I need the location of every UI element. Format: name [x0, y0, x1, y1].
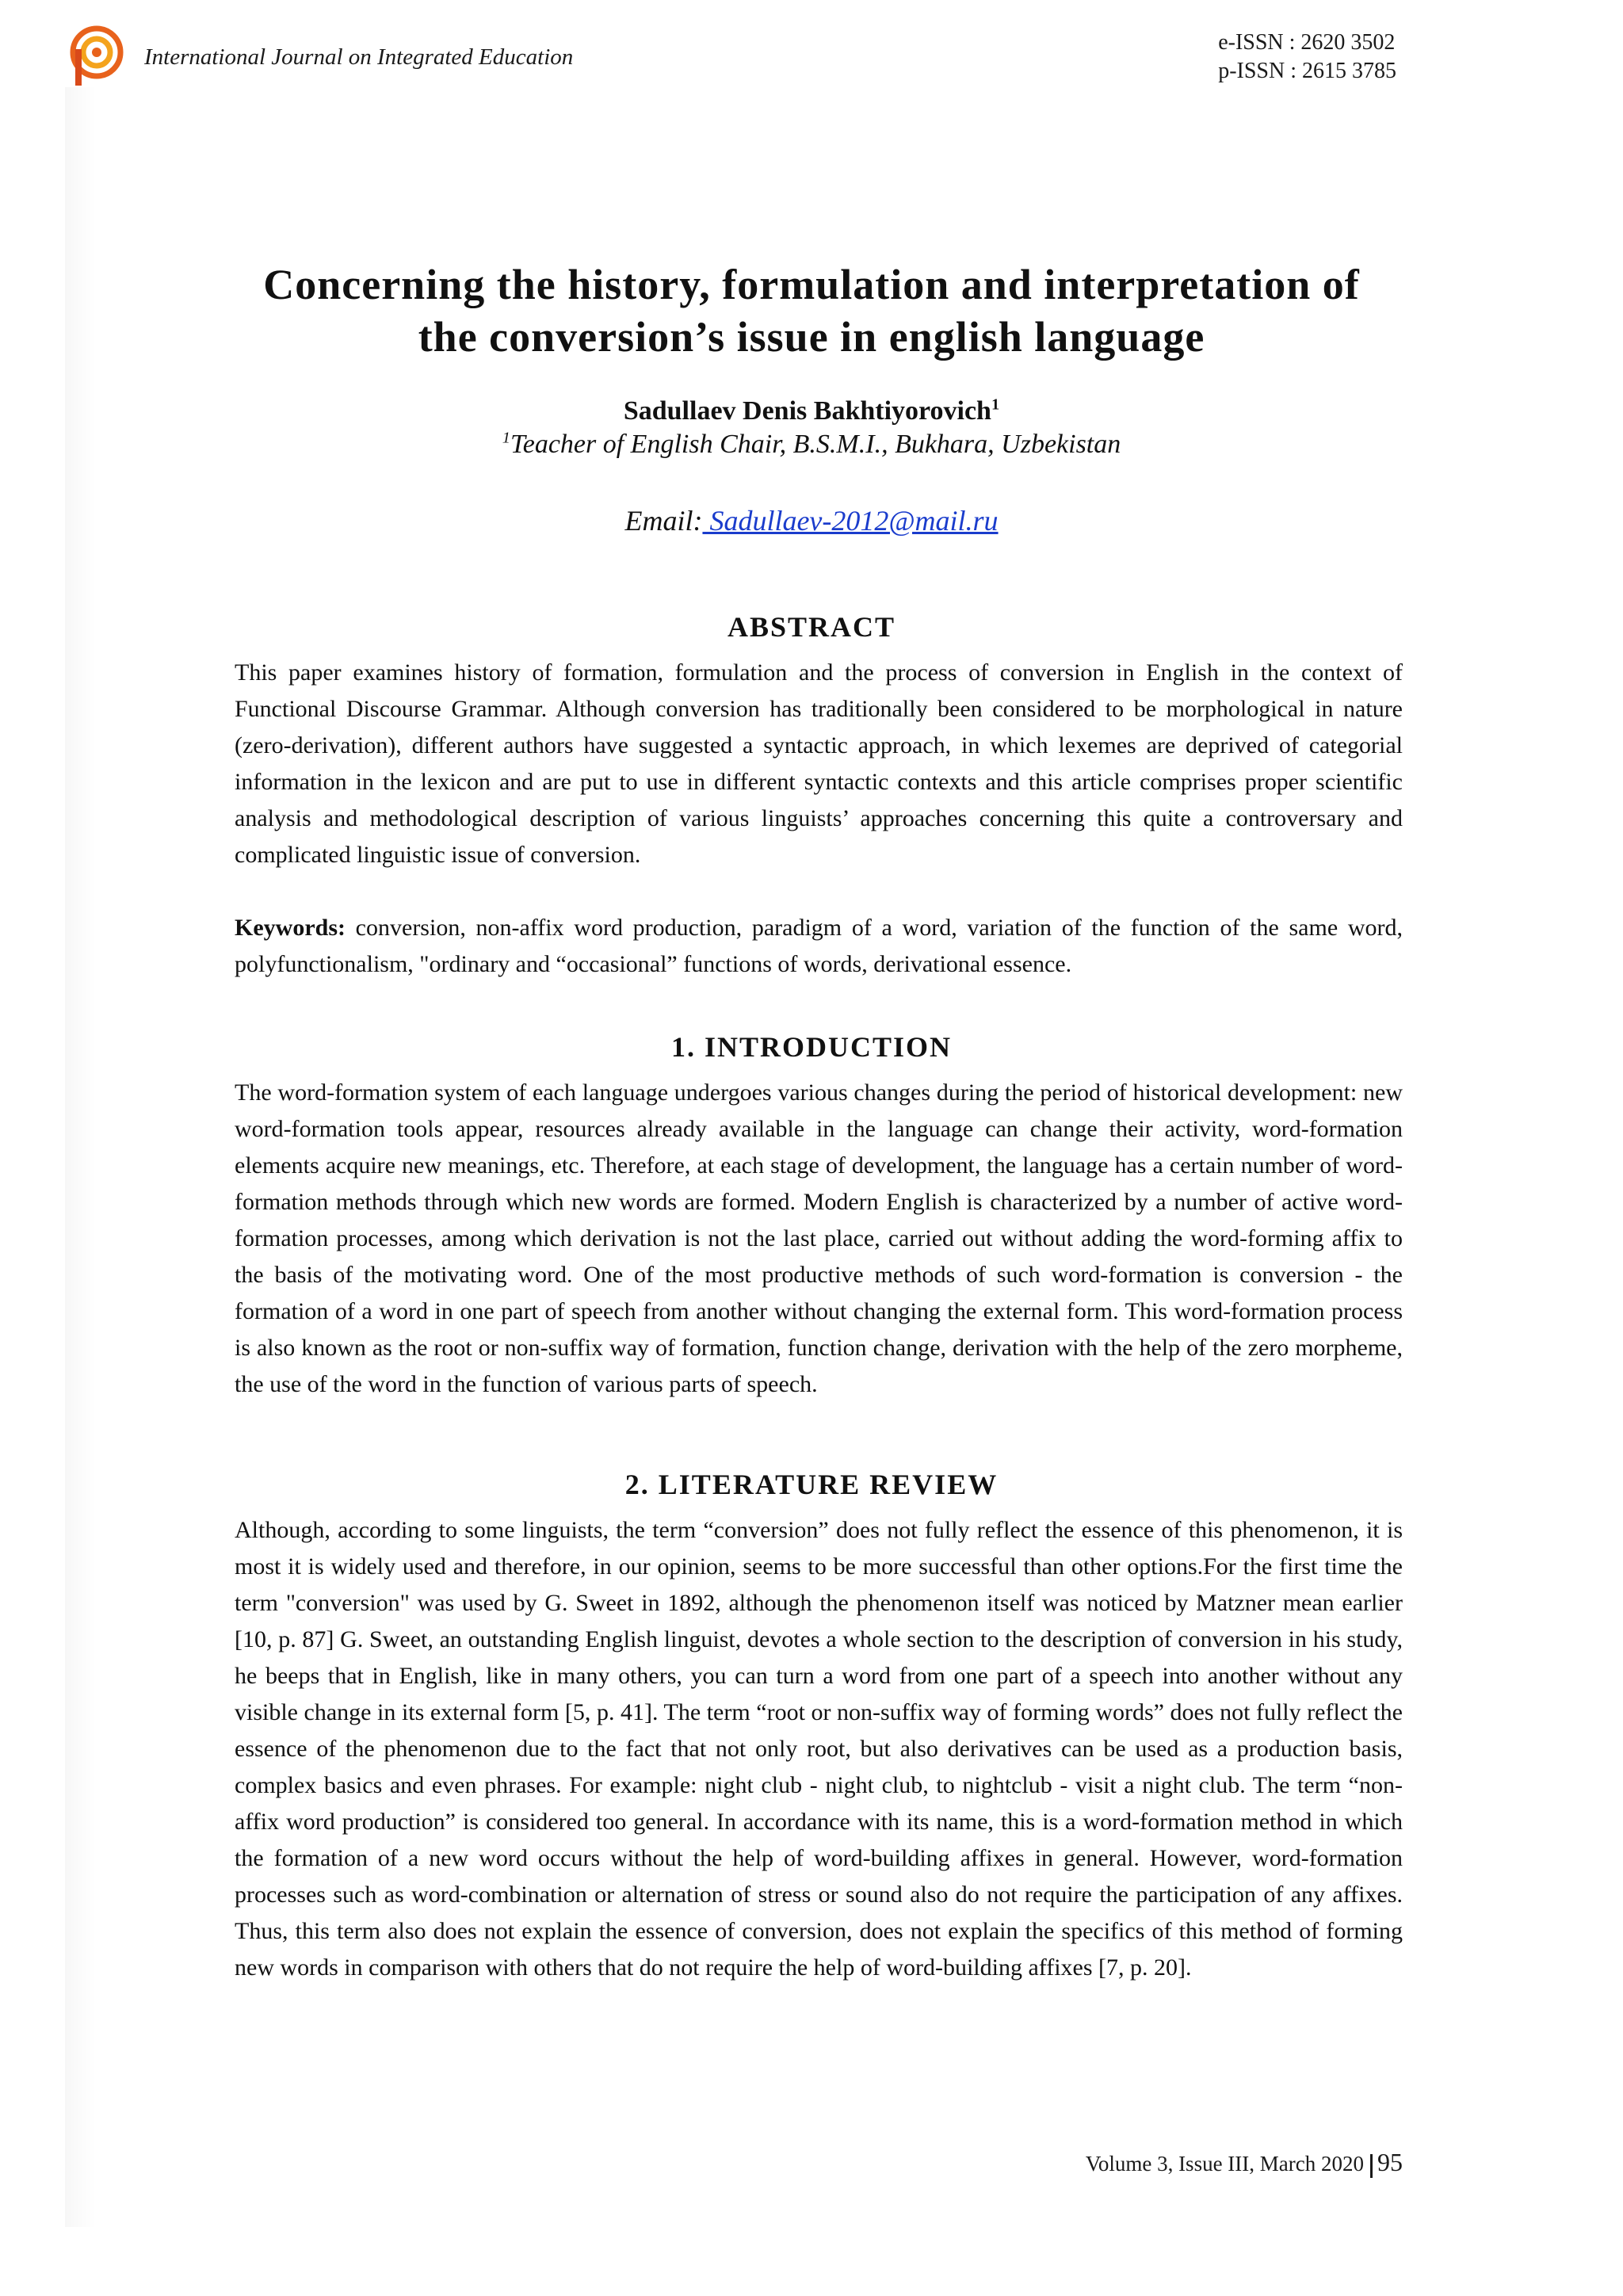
- footer-separator: [1370, 2154, 1373, 2178]
- email-line: [0, 504, 1623, 537]
- abstract-heading: ABSTRACT: [727, 611, 896, 643]
- abstract-text: This paper examines history of formation, formulation and the process of conversion in English in the context of Functional Discourse Grammar. Although conversion has traditionally been considered to be morphological in nature (zero-derivation), different authors have suggested a syntactic approach, in which lexemes are deprived of categorial information in the lexicon and are put to use in different syntactic contexts and this article comprises proper scientific analysis and methodological description of various linguists’ approaches concerning this quite a controversary and complicated linguistic issue of conversion.: [235, 659, 1403, 868]
- page-number: 95: [1377, 2148, 1403, 2176]
- issn-block: [1218, 29, 1396, 86]
- footer-volume: Volume 3, Issue III, March 2020: [1085, 2152, 1364, 2176]
- journal-name: International Journal on Integrated Education: [144, 44, 574, 70]
- paper-title: [158, 258, 1465, 363]
- author-name-line: [0, 396, 1623, 426]
- literature-review-text: Although, according to some linguists, the term “conversion” does not fully reflect the essence of this phenomenon, it is most it is widely used and therefore, in our opinion, seems to be more successful than other options.For the first time the term "conversion" was used by G. Sweet in 1892, although the phenomenon itself was noticed by Matzner mean earlier [10, p. 87] G. Sweet, an outstanding English linguist, devotes a whole section to the description of conversion in his study, he beeps that in English, like in many others, you can turn a word from one part of a speech into another without any visible change in its external form [5, p. 41]. The term “root or non-suffix way of forming words” does not fully reflect the essence of the phenomenon due to the fact that not only root, but also derivatives can be used as a production basis, complex basics and even phrases. For example: night club - night club, to nightclub - visit a night club. The term “non-affix word production” is considered too general. In accordance with its name, this is a word-formation method in which the formation of a new word occurs without the help of word-building affixes in general. However, word-formation processes such as word-combination or alternation of stress or sound also do not require the participation of any affixes. Thus, this term also does not explain the essence of conversion, does not explain the specifics of this method of forming new words in comparison with others that do not require the help of word-building affixes [7, p. 20].: [235, 1517, 1403, 1981]
- email-label: Email:: [624, 505, 703, 537]
- literature-review-heading: 2. LITERATURE REVIEW: [624, 1469, 999, 1500]
- journal-logo-icon: [67, 22, 125, 89]
- introduction-text: The word-formation system of each language undergoes various changes during the period of historical development: new word-formation tools appear, resources already available in the language can change their activity, word-formation elements acquire new meanings, etc. Therefore, at each stage of development, the language has a certain number of word-formation methods through which new words are formed. Modern English is characterized by a number of active word-formation processes, among which derivation is not the last place, carried out without adding the word-forming affix to the basis of the motivating word. One of the most productive methods of such word-formation is conversion - the formation of a word in one part of speech from another without changing the external form. This word-formation process is also known as the root or non-suffix way of formation, function change, derivation with the help of the zero morpheme, the use of the word in the function of various parts of speech.: [235, 1079, 1403, 1397]
- affiliation-sup: 1: [502, 429, 510, 447]
- title-line-1: Concerning the history, formulation and interpretation of: [263, 261, 1360, 308]
- email-link[interactable]: Sadullaev-2012@mail.ru: [702, 505, 999, 537]
- keywords-label: Keywords:: [235, 915, 346, 941]
- title-line-2: the conversion’s issue in english language: [418, 313, 1205, 361]
- author-name: Sadullaev Denis Bakhtiyorovich: [623, 396, 991, 426]
- keywords-paragraph: [235, 910, 1403, 983]
- keywords-text: conversion, non-affix word production, paradigm of a word, variation of the function of the same word, polyfunctionalism, "ordinary and “occasional” functions of words, derivational essence.: [235, 915, 1403, 977]
- author-sup: 1: [991, 395, 1000, 414]
- author-affiliation: Teacher of English Chair, B.S.M.I., Bukhara, Uzbekistan: [510, 430, 1121, 459]
- introduction-heading: 1. INTRODUCTION: [670, 1031, 953, 1063]
- pissn: p-ISSN : 2615 3785: [1218, 59, 1396, 83]
- eissn: e-ISSN : 2620 3502: [1218, 30, 1396, 55]
- author-affiliation-line: [0, 430, 1623, 460]
- page-footer: [1086, 2148, 1403, 2178]
